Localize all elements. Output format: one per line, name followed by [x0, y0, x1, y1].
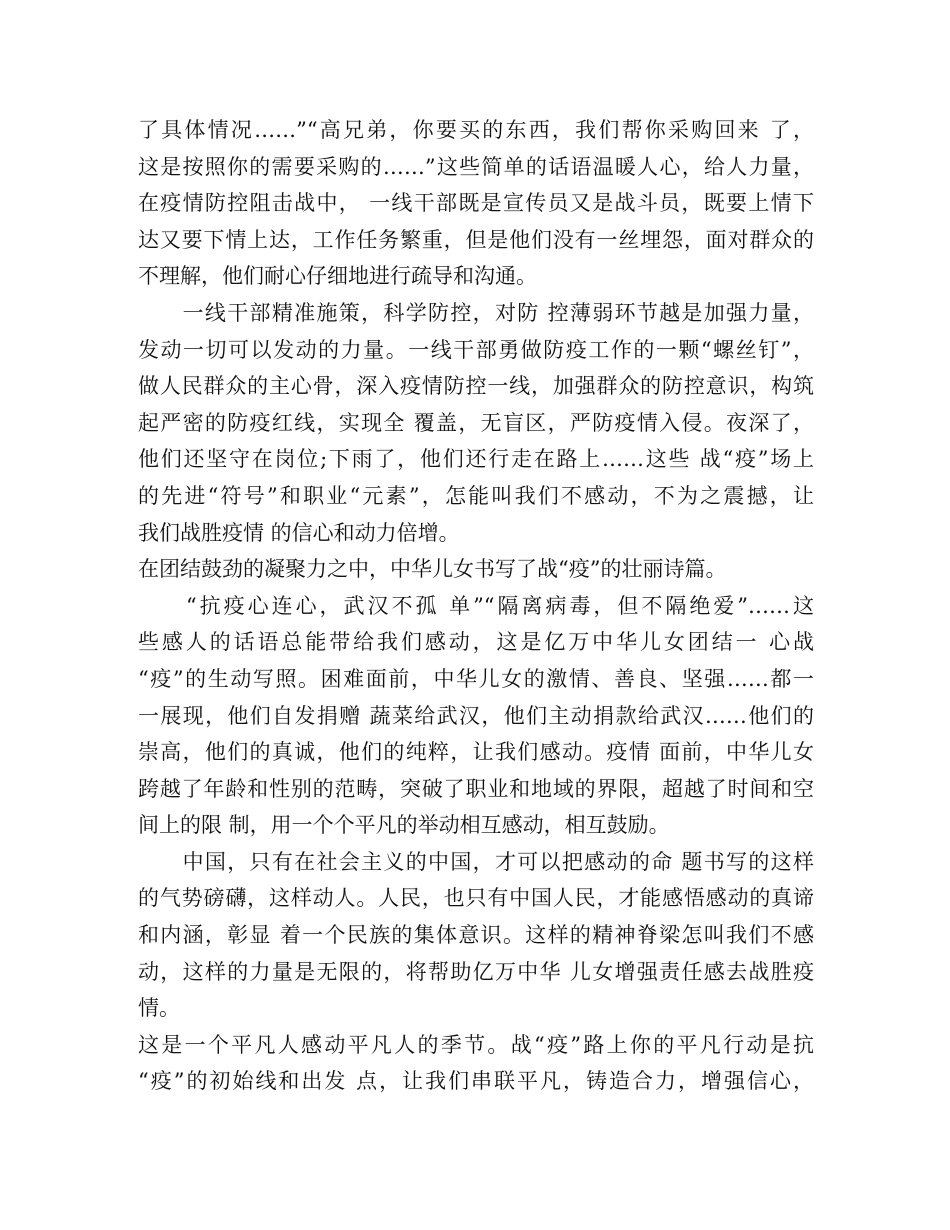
text-line: 的气势磅礴，这样动人。人民，也只有中国人民，才能感悟感动的真谛 [138, 886, 814, 911]
text-line: 一线干部精准施策，科学防控，对防 控薄弱环节越是加强力量， [138, 300, 814, 325]
article-body [138, 112, 814, 1100]
text-line: 在团结鼓劲的凝聚力之中，中华儿女书写了战“疫”的壮丽诗篇。 [138, 557, 727, 582]
text-line: 和内涵，彰显 着一个民族的集体意识。这样的精神脊梁怎叫我们不感 [138, 923, 814, 948]
text-line: “抗疫心连心，武汉不孤 单”“隔离病毒，但不隔绝爱”……这 [138, 593, 814, 618]
text-line: 情。 [138, 996, 180, 1021]
text-line: “疫”的生动写照。困难面前，中华儿女的激情、善良、坚强……都一 [138, 666, 814, 691]
text-line: 发动一切可以发动的力量。一线干部勇做防疫工作的一颗“螺丝钉”， [138, 337, 814, 362]
text-line: 达又要下情上达，工作任务繁重，但是他们没有一丝埋怨，面对群众的 [138, 227, 814, 252]
text-line: 起严密的防疫红线，实现全 覆盖，无盲区，严防疫情入侵。夜深了， [138, 410, 814, 435]
text-line: 不理解，他们耐心仔细地进行疏导和沟通。 [138, 264, 537, 289]
text-line: 中国，只有在社会主义的中国，才可以把感动的命 题书写的这样 [138, 849, 814, 874]
text-line: 这是一个平凡人感动平凡人的季节。战“疫”路上你的平凡行动是抗 [138, 1032, 814, 1057]
text-line: 动，这样的力量是无限的，将帮助亿万中华 儿女增强责任感去战胜疫 [138, 959, 814, 984]
text-line: 些感人的话语总能带给我们感动，这是亿万中华儿女团结一 心战 [138, 630, 814, 655]
text-line: 了具体情况……”“高兄弟，你要买的东西，我们帮你采购回来 了， [138, 118, 814, 142]
text-line: 跨越了年龄和性别的范畴，突破了职业和地域的界限，超越了时间和空 [138, 776, 814, 801]
text-line: 他们还坚守在岗位;下雨了，他们还行走在路上……这些 战“疫”场上 [138, 447, 814, 472]
text-line: 我们战胜疫情 的信心和动力倍增。 [138, 520, 460, 545]
text-line: 一展现，他们自发捐赠 蔬菜给武汉，他们主动捐款给武汉……他们的 [138, 703, 814, 728]
text-line: 这是按照你的需要采购的……”这些简单的话语温暖人心，给人力量， [138, 154, 814, 179]
text-line: 做人民群众的主心骨，深入疫情防控一线，加强群众的防控意识，构筑 [138, 374, 814, 399]
text-line: 在疫情防控阻击战中， 一线干部既是宣传员又是战斗员，既要上情下 [138, 191, 814, 216]
text-line: “疫”的初始线和出发 点，让我们串联平凡，铸造合力，增强信心， [138, 1069, 814, 1094]
text-line: 间上的限 制，用一个个平凡的举动相互感动，相互鼓励。 [138, 813, 670, 838]
text-line: 的先进“符号”和职业“元素”，怎能叫我们不感动，不为之震撼，让 [138, 483, 814, 508]
text-line: 崇高，他们的真诚，他们的纯粹，让我们感动。疫情 面前，中华儿女 [138, 740, 814, 765]
